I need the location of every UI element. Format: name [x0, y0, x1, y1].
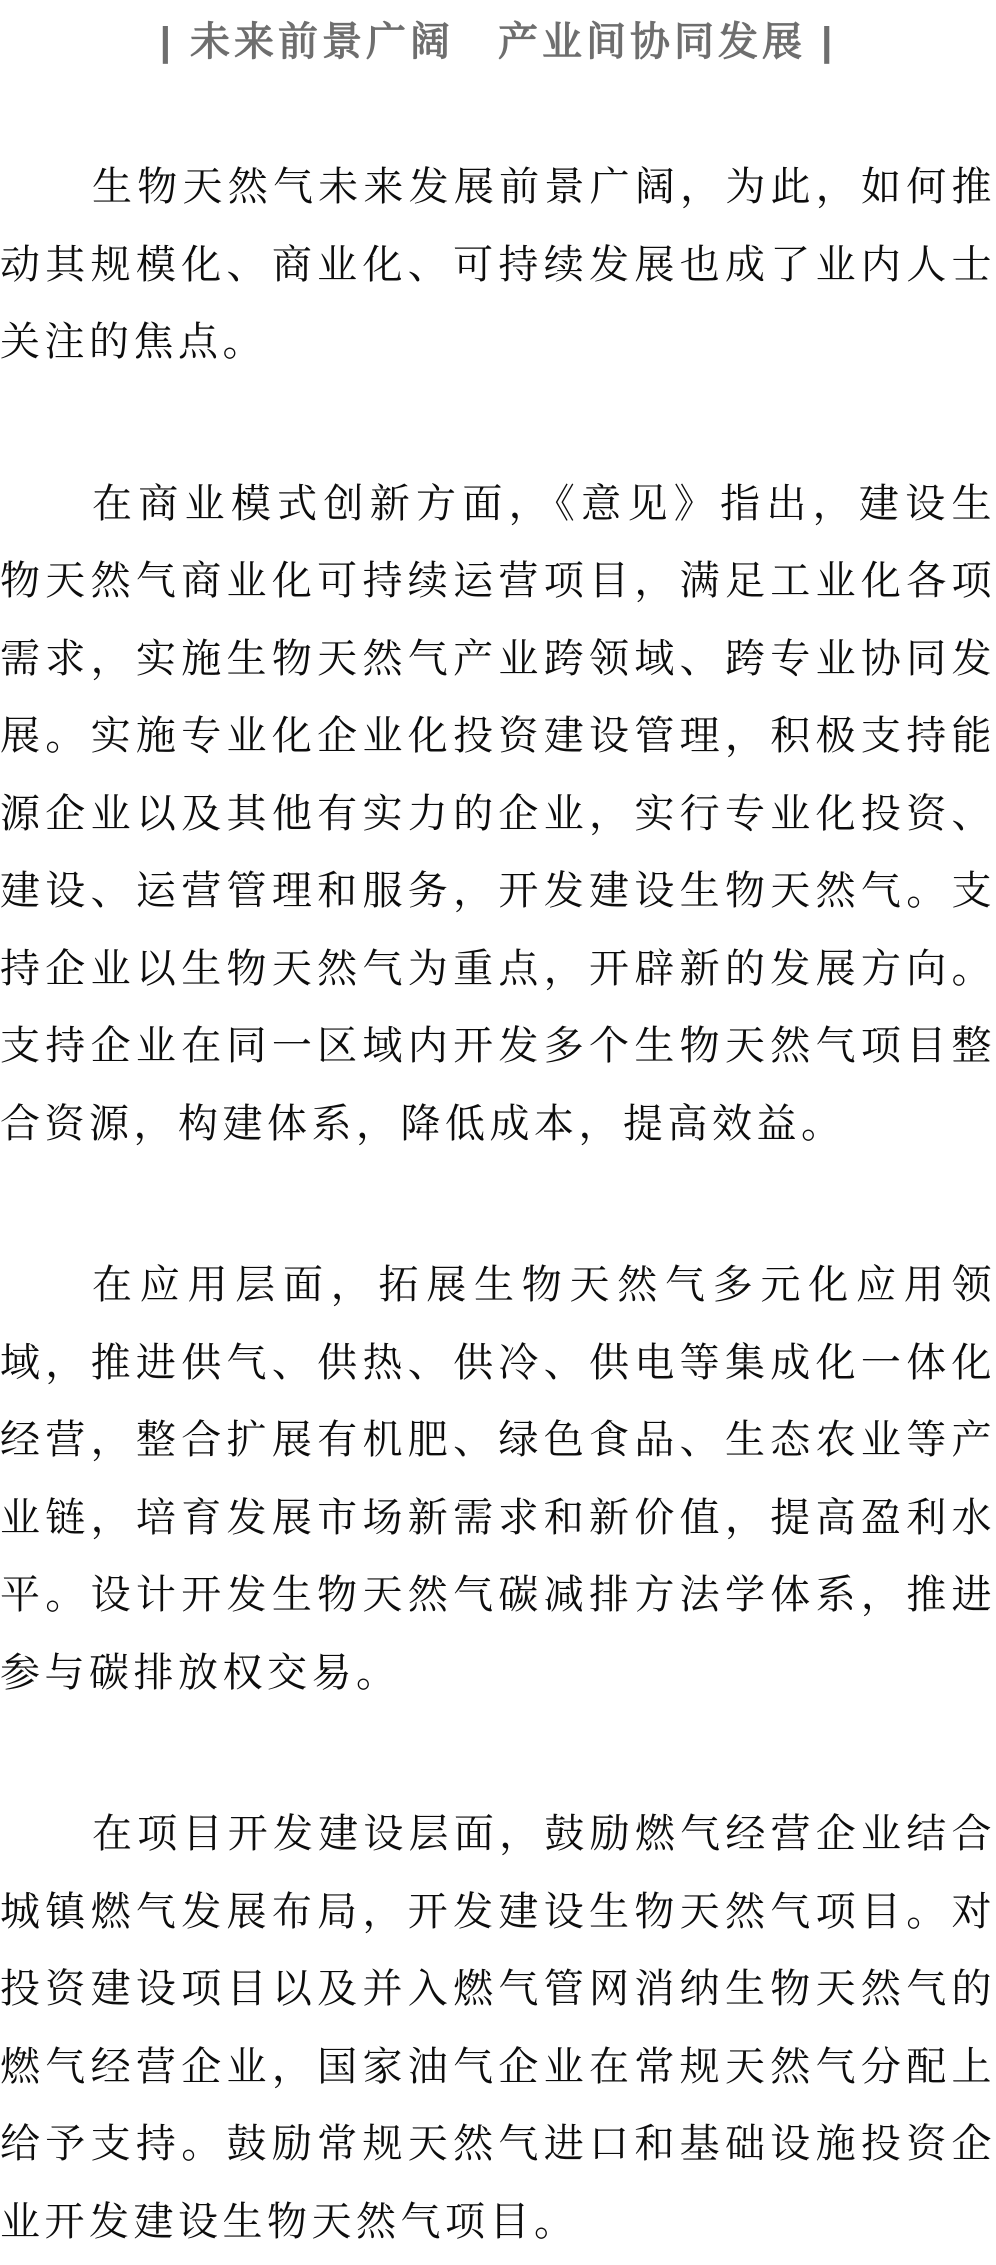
section-title: | 未来前景广阔 产业间协同发展 |	[159, 20, 837, 64]
paragraph-project-development: 在项目开发建设层面，鼓励燃气经营企业结合城镇燃气发展布局，开发建设生物天然气项目。对投资建设项目以及并入燃气管网消纳生物天然气的燃气经营企业，国家油气企业在常规天然气分配上给予支持。鼓励常规天然气进口和基础设施投资企业开发建设生物天然气项目。	[0, 1812, 996, 2244]
paragraph-intro: 生物天然气未来发展前景广阔，为此，如何推动其规模化、商业化、可持续发展也成了业内人士关注的焦点。	[0, 165, 996, 364]
paragraph-business-model: 在商业模式创新方面，《意见》指出，建设生物天然气商业化可持续运营项目，满足工业化各项需求，实施生物天然气产业跨领域、跨专业协同发展。实施专业化企业化投资建设管理，积极支持能源企业以及其他有实力的企业，实行专业化投资、建设、运营管理和服务，开发建设生物天然气。支持企业以生物天然气为重点，开辟新的发展方向。支持企业在同一区域内开发多个生物天然气项目整合资源，构建体系，降低成本，提高效益。	[0, 481, 996, 1146]
article-body	[0, 149, 996, 2261]
paragraph-application: 在应用层面，拓展生物天然气多元化应用领域，推进供气、供热、供冷、供电等集成化一体化经营，整合扩展有机肥、绿色食品、生态农业等产业链，培育发展市场新需求和新价值，提高盈利水平。设计开发生物天然气碳减排方法学体系，推进参与碳排放权交易。	[0, 1263, 996, 1695]
